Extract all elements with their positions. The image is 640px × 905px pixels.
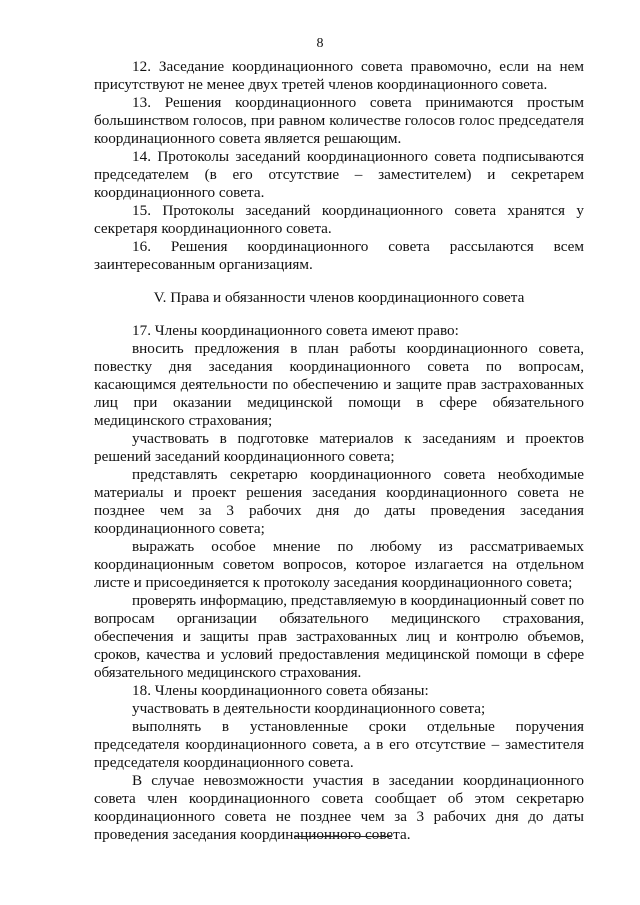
duty-item-participate: участвовать в деятельности координационного совета; <box>132 700 486 717</box>
paragraph-absence: В случае невозможности участия в заседании координационного совета член координационного совета сообщает об этом секретарю координационного совета не позднее чем за 3 рабочих дня до даты проведения заседания координационного совета. <box>94 772 584 843</box>
paragraph-18: 18. Члены координационного совета обязаны: <box>132 682 429 699</box>
right-item-submit: представлять секретарю координационного совета необходимые материалы и проект решения заседания координационного совета не позднее чем за 3 рабочих дня до даты проведения заседания координационного совета; <box>94 466 584 537</box>
paragraph-14: 14. Протоколы заседаний координационного совета подписываются председателем (в его отсутствие – заместителем) и секретарем координационного совета. <box>94 148 584 201</box>
end-divider-line <box>294 836 392 837</box>
right-item-opinion: выражать особое мнение по любому из рассматриваемых координационным советом вопросов, которое излагается на отдельном листе и присоединяется к протоколу заседания координационного совета; <box>94 538 584 591</box>
right-item-proposals: вносить предложения в план работы координационного совета, повестку дня заседания координационного совета по вопросам, касающимся деятельности по обеспечению и защите прав застрахованных лиц при оказании медицинской помощи в сфере обязательного медицинского страхования; <box>94 340 584 429</box>
paragraph-16: 16. Решения координационного совета рассылаются всем заинтересованным организациям. <box>94 238 584 273</box>
paragraph-13: 13. Решения координационного совета принимаются простым большинством голосов, при равном количестве голосов голос председателя координационного совета является решающим. <box>94 94 584 147</box>
document-body <box>94 58 584 844</box>
page-number: 8 <box>316 36 324 51</box>
paragraph-15: 15. Протоколы заседаний координационного совета хранятся у секретаря координационного совета. <box>94 202 584 237</box>
right-item-materials: участвовать в подготовке материалов к заседаниям и проектов решений заседаний координационного совета; <box>94 430 584 465</box>
paragraph-17: 17. Члены координационного совета имеют право: <box>132 322 459 339</box>
section-heading: V. Права и обязанности членов координационного совета <box>153 289 525 306</box>
paragraph-12: 12. Заседание координационного совета правомочно, если на нем присутствуют не менее двух третей членов координационного совета. <box>94 58 584 93</box>
duty-item-assignments: выполнять в установленные сроки отдельные поручения председателя координационного совета, а в его отсутствие – заместителя председателя координационного совета. <box>94 718 584 771</box>
right-item-verify: проверять информацию, представляемую в координационный совет по вопросам организации обязательного медицинского страхования, обеспечения и защиты прав застрахованных лиц и контролю объемов, сроков, качества и условий предоставления медицинской помощи в сфере обязательного медицинского страхования. <box>94 592 584 681</box>
